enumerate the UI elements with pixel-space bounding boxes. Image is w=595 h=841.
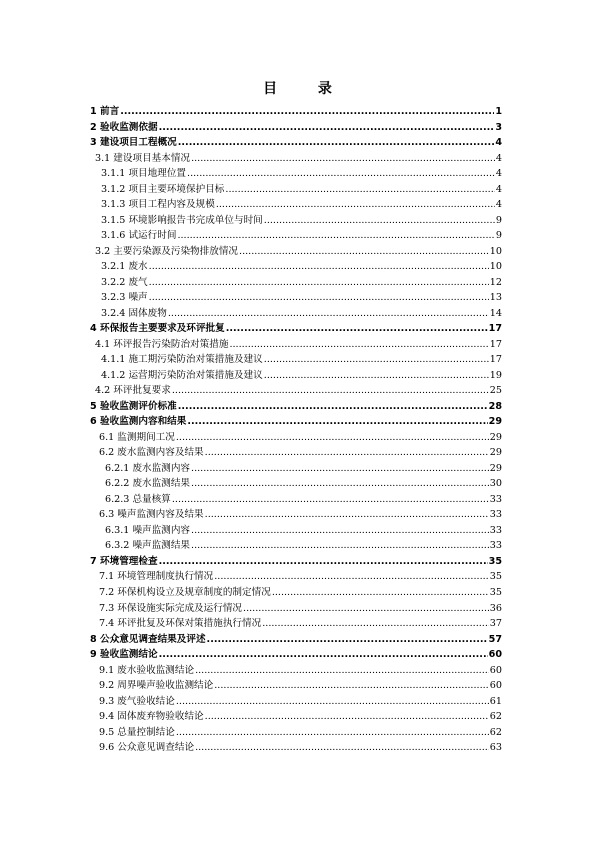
toc-entry-page: 28: [488, 400, 502, 412]
dot-leader: [159, 554, 488, 570]
toc-entry-label: 3.1.1 项目地理位置: [101, 168, 187, 180]
dot-leader: [264, 213, 495, 229]
toc-entry-page: 33: [489, 540, 502, 552]
toc-entry[interactable]: [90, 616, 502, 632]
toc-entry-label: 9.6 公众意见调查结论: [99, 742, 195, 754]
toc-entry-page: 29: [489, 447, 502, 459]
toc-entry-page: 61: [489, 695, 502, 707]
toc-entry-page: 33: [489, 509, 502, 521]
dot-leader: [207, 632, 488, 648]
toc-entry-page: 9: [495, 214, 502, 226]
toc-entry-page: 14: [489, 307, 502, 319]
toc-entry[interactable]: [90, 445, 502, 461]
toc-entry-label: 9.4 固体废弃物验收结论: [99, 711, 204, 723]
toc-entry[interactable]: [90, 725, 502, 741]
toc-entry-label: 9.5 总量控制结论: [99, 726, 175, 738]
toc-entry-label: 6 验收监测内容和结果: [90, 416, 187, 428]
dot-leader: [187, 166, 495, 182]
dot-leader: [149, 290, 489, 306]
dot-leader: [226, 321, 488, 337]
toc-entry-page: 60: [489, 680, 502, 692]
dot-leader: [262, 616, 489, 632]
toc-entry-page: 60: [489, 664, 502, 676]
toc-entry[interactable]: [90, 352, 502, 368]
dot-leader: [229, 337, 488, 353]
dot-leader: [205, 445, 489, 461]
dot-leader: [191, 523, 489, 539]
toc-entry[interactable]: [90, 538, 502, 554]
toc-entry-label: 4.1 环评报告污染防治对策措施: [95, 338, 229, 350]
toc-entry-page: 35: [488, 555, 502, 567]
dot-leader: [214, 678, 489, 694]
toc-entry-label: 3.2.2 废气: [101, 276, 148, 288]
toc-entry-label: 6.2 废水监测内容及结果: [99, 447, 204, 459]
toc-entry-page: 10: [489, 245, 502, 257]
toc-entry-label: 6.1 监测期间工况: [99, 431, 175, 443]
toc-entry-page: 17: [489, 338, 502, 350]
dot-leader: [120, 104, 494, 120]
toc-entry[interactable]: [90, 632, 502, 648]
toc-entry-label: 4.1.1 施工期污染防治对策措施及建议: [101, 354, 263, 366]
toc-entry-label: 3.1 建设项目基本情况: [95, 152, 191, 164]
toc-entry-page: 62: [489, 726, 502, 738]
dot-leader: [205, 507, 489, 523]
toc-entry-page: 57: [488, 633, 502, 645]
toc-entry-label: 7 环境管理检查: [90, 555, 158, 567]
toc-entry[interactable]: [90, 507, 502, 523]
toc-entry[interactable]: [90, 663, 502, 679]
dot-leader: [205, 709, 489, 725]
toc-entry[interactable]: [90, 244, 502, 260]
toc-entry[interactable]: [90, 120, 502, 136]
toc-entry-label: 3.2.3 噪声: [101, 292, 148, 304]
toc-entry-label: 3 建设项目工程概况: [90, 137, 177, 149]
toc-entry[interactable]: [90, 228, 502, 244]
toc-entry-label: 3.1.3 项目工程内容及规模: [101, 199, 215, 211]
toc-entry-page: 25: [489, 385, 502, 397]
toc-entry[interactable]: [90, 182, 502, 198]
toc-entry-page: 37: [489, 618, 502, 630]
dot-leader: [168, 306, 489, 322]
toc-entry-label: 6.3 噪声监测内容及结果: [99, 509, 204, 521]
toc-entry-label: 5 验收监测评价标准: [90, 400, 177, 412]
toc-entry-page: 60: [488, 649, 502, 661]
toc-entry[interactable]: [90, 430, 502, 446]
toc-entry[interactable]: [90, 740, 502, 756]
toc-entry-page: 3: [495, 121, 502, 133]
dot-leader: [159, 647, 488, 663]
toc-entry-label: 3.2 主要污染源及污染物排放情况: [95, 245, 239, 257]
toc-entry[interactable]: [90, 414, 502, 430]
dot-leader: [178, 399, 488, 415]
toc-entry-label: 6.3.2 噪声监测结果: [105, 540, 191, 552]
toc-entry-label: 2 验收监测依据: [90, 121, 158, 133]
toc-entry-label: 9.3 废气验收结论: [99, 695, 175, 707]
dot-leader: [159, 120, 495, 136]
toc-entry-label: 6.2.3 总量核算: [105, 493, 171, 505]
toc-entry[interactable]: [90, 476, 502, 492]
toc-entry-page: 17: [488, 323, 502, 335]
toc-entry-page: 4: [495, 152, 502, 164]
toc-entry-label: 7.1 环境管理制度执行情况: [99, 571, 214, 583]
toc-entry-label: 4.1.2 运营期污染防治对策措施及建议: [101, 369, 263, 381]
toc-entry[interactable]: [90, 197, 502, 213]
toc-entry[interactable]: [90, 678, 502, 694]
toc-entry-page: 4: [495, 183, 502, 195]
toc-entry-page: 29: [489, 431, 502, 443]
dot-leader: [172, 383, 489, 399]
table-of-contents: [90, 104, 502, 756]
toc-entry-page: 33: [489, 524, 502, 536]
toc-entry-label: 7.2 环保机构设立及规章制度的制定情况: [99, 586, 271, 598]
toc-entry[interactable]: [90, 275, 502, 291]
dot-leader: [243, 601, 489, 617]
toc-entry-label: 4.2 环评批复要求: [95, 385, 171, 397]
dot-leader: [149, 275, 489, 291]
toc-entry-label: 9.2 周界噪声验收监测结论: [99, 680, 214, 692]
toc-entry[interactable]: [90, 104, 502, 120]
dot-leader: [191, 151, 495, 167]
toc-entry[interactable]: [90, 213, 502, 229]
dot-leader: [239, 244, 489, 260]
dot-leader: [264, 352, 489, 368]
toc-entry-page: 30: [489, 478, 502, 490]
toc-entry-page: 4: [495, 168, 502, 180]
dot-leader: [172, 492, 489, 508]
toc-entry[interactable]: [90, 601, 502, 617]
toc-entry[interactable]: [90, 492, 502, 508]
dot-leader: [214, 569, 489, 585]
toc-entry[interactable]: [90, 166, 502, 182]
toc-entry-label: 6.2.1 废水监测内容: [105, 462, 191, 474]
toc-entry[interactable]: [90, 290, 502, 306]
toc-entry[interactable]: [90, 647, 502, 663]
page-title: 目 录: [263, 81, 350, 97]
toc-entry-page: 35: [489, 586, 502, 598]
toc-entry-page: 63: [489, 742, 502, 754]
toc-entry-page: 4: [495, 137, 502, 149]
dot-leader: [225, 182, 494, 198]
toc-entry-page: 4: [495, 199, 502, 211]
toc-entry-label: 4 环保报告主要要求及环评批复: [90, 323, 225, 335]
toc-entry-label: 3.2.4 固体废物: [101, 307, 167, 319]
toc-entry[interactable]: [90, 321, 502, 337]
toc-entry-page: 33: [489, 493, 502, 505]
toc-entry-page: 1: [495, 106, 502, 117]
toc-entry-label: 9.1 废水验收监测结论: [99, 664, 195, 676]
toc-entry-label: 3.2.1 废水: [101, 261, 148, 273]
dot-leader: [176, 430, 489, 446]
toc-entry[interactable]: [90, 461, 502, 477]
toc-entry[interactable]: [90, 135, 502, 151]
dot-leader: [176, 725, 489, 741]
toc-entry[interactable]: [90, 694, 502, 710]
toc-entry-page: 36: [489, 602, 502, 614]
dot-leader: [195, 740, 489, 756]
toc-entry-label: 9 验收监测结论: [90, 649, 158, 661]
dot-leader: [264, 368, 489, 384]
toc-entry[interactable]: [90, 306, 502, 322]
toc-entry-page: 29: [488, 416, 502, 428]
toc-entry-page: 19: [489, 369, 502, 381]
dot-leader: [176, 694, 489, 710]
toc-entry[interactable]: [90, 337, 502, 353]
toc-entry[interactable]: [90, 259, 502, 275]
toc-entry[interactable]: [90, 554, 502, 570]
toc-entry[interactable]: [90, 585, 502, 601]
dot-leader: [187, 414, 487, 430]
toc-entry-label: 7.4 环评批复及环保对策措施执行情况: [99, 618, 262, 630]
toc-entry[interactable]: [90, 151, 502, 167]
toc-entry-page: 9: [495, 230, 502, 242]
toc-entry[interactable]: [90, 399, 502, 415]
toc-entry-page: 29: [489, 462, 502, 474]
dot-leader: [177, 228, 494, 244]
toc-entry-label: 3.1.2 项目主要环境保护目标: [101, 183, 225, 195]
dot-leader: [195, 663, 489, 679]
toc-entry-label: 6.2.2 废水监测结果: [105, 478, 191, 490]
toc-entry-label: 3.1.5 环境影响报告书完成单位与时间: [101, 214, 263, 226]
toc-entry[interactable]: [90, 709, 502, 725]
dot-leader: [149, 259, 489, 275]
toc-entry-page: 12: [489, 276, 502, 288]
dot-leader: [191, 476, 489, 492]
toc-entry-label: 8 公众意见调查结果及评述: [90, 633, 206, 645]
toc-entry[interactable]: [90, 368, 502, 384]
toc-entry-page: 35: [489, 571, 502, 583]
toc-entry[interactable]: [90, 523, 502, 539]
toc-entry-page: 17: [489, 354, 502, 366]
dot-leader: [272, 585, 489, 601]
toc-entry[interactable]: [90, 569, 502, 585]
toc-entry-page: 10: [489, 261, 502, 273]
dot-leader: [216, 197, 495, 213]
toc-entry-page: 13: [489, 292, 502, 304]
dot-leader: [178, 135, 495, 151]
toc-entry-label: 7.3 环保设施实际完成及运行情况: [99, 602, 243, 614]
toc-entry-label: 3.1.6 试运行时间: [101, 230, 177, 242]
toc-entry[interactable]: [90, 383, 502, 399]
toc-entry-label: 1 前言: [90, 106, 120, 117]
dot-leader: [191, 538, 489, 554]
toc-entry-label: 6.3.1 噪声监测内容: [105, 524, 191, 536]
dot-leader: [191, 461, 489, 477]
toc-entry-page: 62: [489, 711, 502, 723]
